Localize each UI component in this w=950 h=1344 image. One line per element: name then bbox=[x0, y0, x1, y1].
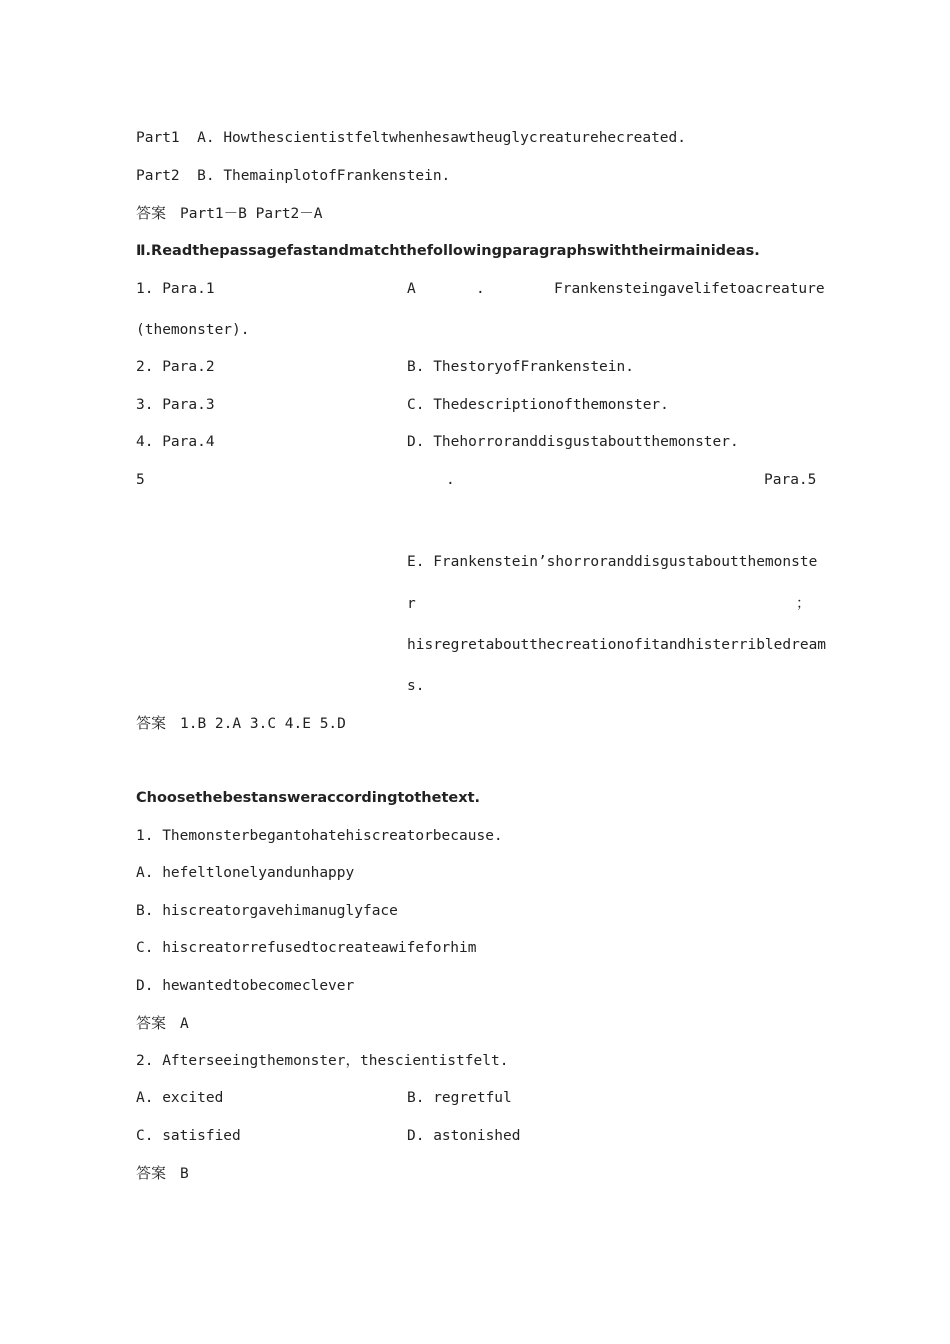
section2-answer bbox=[136, 713, 346, 734]
answer-label: 答案 bbox=[136, 204, 167, 222]
answer-label: 答案 bbox=[136, 1164, 167, 1182]
idea-e-line2: r bbox=[407, 596, 416, 612]
answer-value: A bbox=[180, 1016, 189, 1032]
idea-a-dot: . bbox=[476, 281, 485, 297]
idea-e-line4: s. bbox=[407, 678, 425, 694]
q1-option-c: C. hiscreatorrefusedtocreateawifeforhim bbox=[136, 940, 477, 956]
part1-text: A. Howthescientistfeltwhenhesawtheuglycreaturehecreated. bbox=[197, 130, 686, 146]
para1-label: 1. Para.1 bbox=[136, 281, 215, 297]
idea-d: D. Thehorroranddisgustaboutthemonster. bbox=[407, 434, 739, 450]
part1-row bbox=[136, 128, 686, 148]
q2-option-a: A. excited bbox=[136, 1090, 224, 1106]
q1-answer bbox=[136, 1013, 189, 1034]
idea-e-semicolon: ； bbox=[796, 596, 811, 612]
idea-c: C. Thedescriptionofthemonster. bbox=[407, 397, 669, 413]
para2-label: 2. Para.2 bbox=[136, 359, 215, 375]
q1-option-a: A. hefeltlonelyandunhappy bbox=[136, 865, 355, 881]
part-answer bbox=[136, 203, 323, 224]
q2-option-b: B. regretful bbox=[407, 1090, 512, 1106]
idea-a-letter: A bbox=[407, 281, 416, 297]
q1-stem: 1. Themonsterbegantohatehiscreatorbecause. bbox=[136, 828, 503, 844]
part2-label: Part2 bbox=[136, 168, 180, 184]
answer-value: B bbox=[180, 1166, 189, 1182]
part1-label: Part1 bbox=[136, 130, 180, 146]
q2-option-c: C. satisfied bbox=[136, 1128, 241, 1144]
part2-row bbox=[136, 166, 450, 186]
idea-e-line3: hisregretaboutthecreationofitandhisterribledream bbox=[407, 637, 827, 653]
answer-label: 答案 bbox=[136, 714, 167, 732]
q1-option-d: D. hewantedtobecomeclever bbox=[136, 978, 355, 994]
idea-a-text: Frankensteingavelifetoacreature bbox=[554, 281, 825, 297]
item5-dot: . bbox=[446, 472, 455, 488]
q2-stem: 2. Afterseeingthemonster，thescientistfelt. bbox=[136, 1053, 509, 1069]
answer-label: 答案 bbox=[136, 1014, 167, 1032]
item5-number: 5 bbox=[136, 472, 145, 488]
idea-a-continuation: (themonster). bbox=[136, 322, 250, 338]
answer-value: 1.B 2.A 3.C 4.E 5.D bbox=[180, 716, 346, 732]
para3-label: 3. Para.3 bbox=[136, 397, 215, 413]
part2-text: B. ThemainplotofFrankenstein. bbox=[197, 168, 451, 184]
section2-heading: Ⅱ.Readthepassagefastandmatchthefollowingparagraphswiththeirmainideas. bbox=[136, 243, 760, 259]
section3-heading: Choosethebestansweraccordingtothetext. bbox=[136, 790, 481, 806]
item5-para: Para.5 bbox=[764, 472, 817, 488]
para4-label: 4. Para.4 bbox=[136, 434, 215, 450]
q1-option-b: B. hiscreatorgavehimanuglyface bbox=[136, 903, 398, 919]
idea-b: B. ThestoryofFrankenstein. bbox=[407, 359, 634, 375]
answer-value: Part1－B Part2－A bbox=[180, 206, 323, 222]
q2-option-d: D. astonished bbox=[407, 1128, 521, 1144]
q2-answer bbox=[136, 1163, 189, 1184]
idea-e-line1: E. Frankenstein’shorroranddisgustaboutthemonste bbox=[407, 554, 818, 570]
